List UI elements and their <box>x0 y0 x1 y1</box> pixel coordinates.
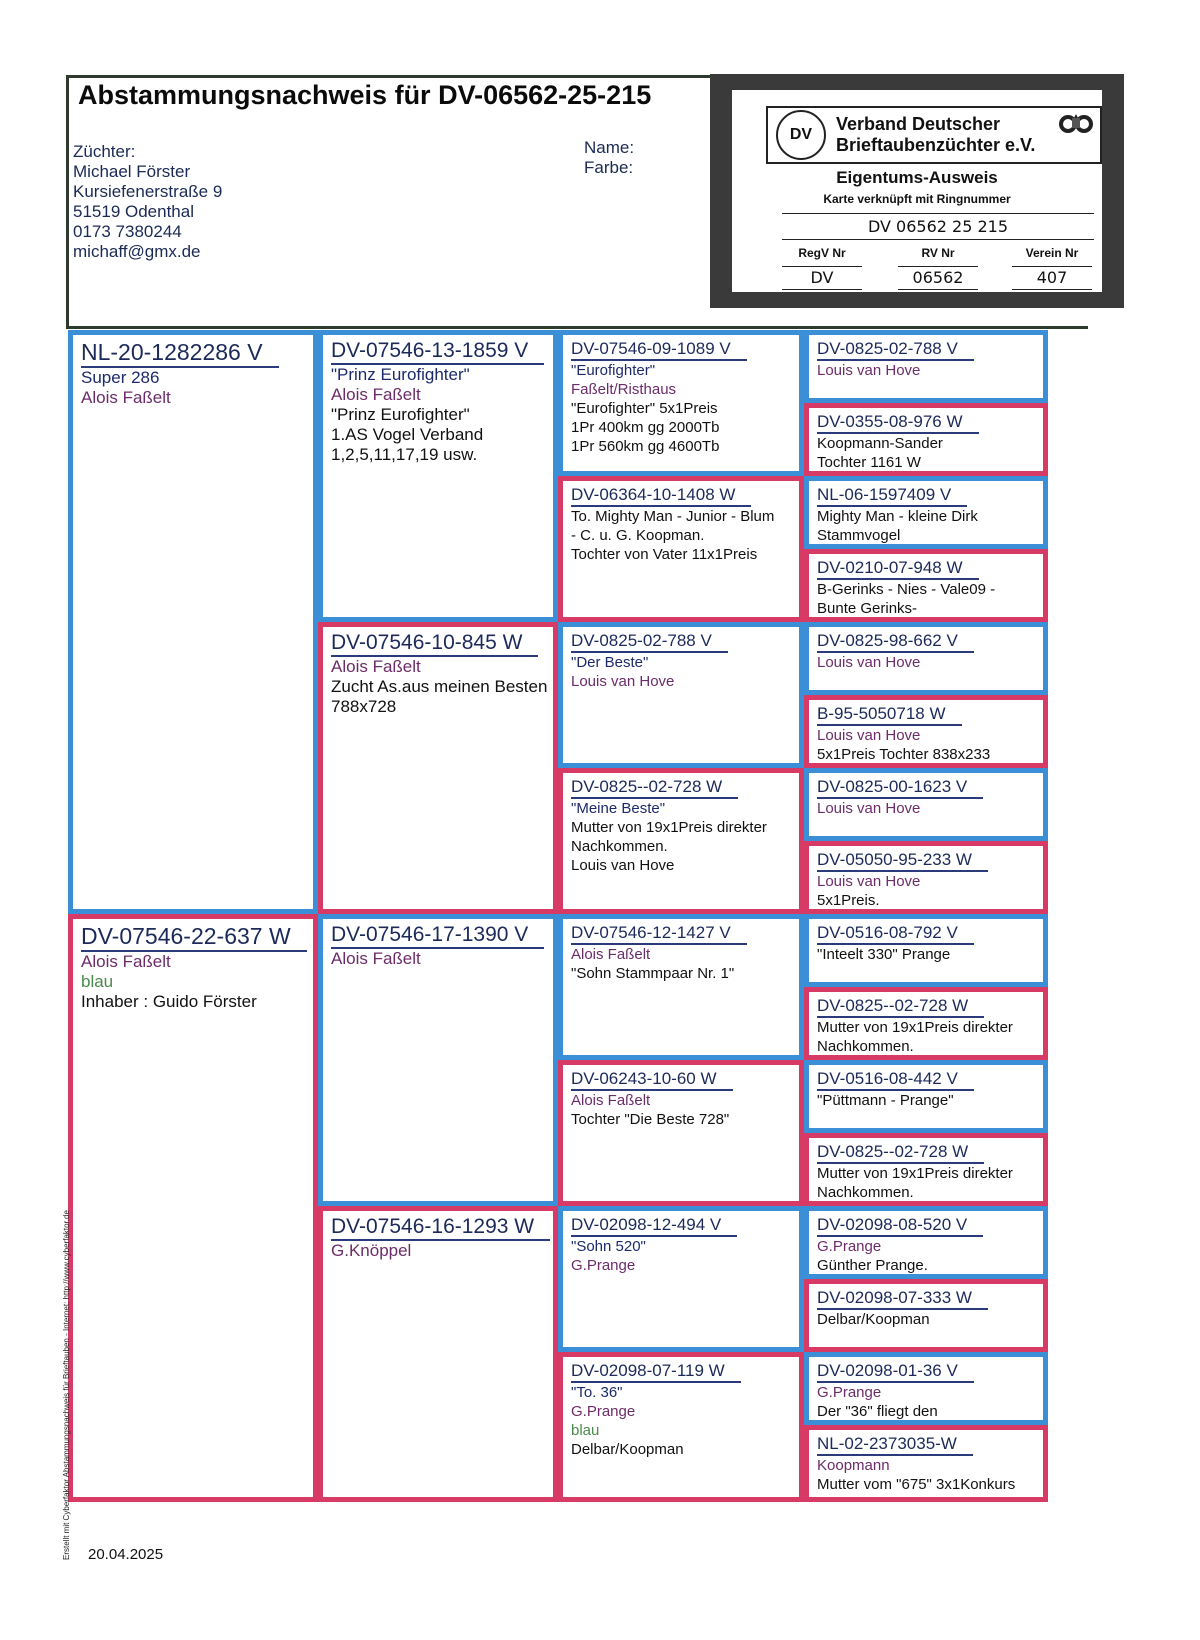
pedigree-box-mm <box>318 1206 558 1502</box>
ring-number: DV-0825--02-728 W <box>571 777 738 799</box>
rv-field <box>898 246 978 290</box>
pedigree-line: "Eurofighter" 5x1Preis <box>571 400 718 417</box>
pedigree-line: Stammvogel <box>817 527 901 544</box>
verein-label: Verein Nr <box>1025 246 1079 260</box>
pedigree-box-g4-10 <box>804 1060 1048 1133</box>
regv-label: RegV Nr <box>798 246 846 260</box>
ring-number: NL-20-1282286 V <box>81 339 279 368</box>
pedigree-line: 1,2,5,11,17,19 usw. <box>331 445 478 464</box>
breeder-info <box>73 142 222 262</box>
ring-number: DV-06243-10-60 W <box>571 1069 733 1091</box>
pedigree-box-g4-14 <box>804 1352 1048 1425</box>
pedigree-line: Alois Faßelt <box>331 657 421 676</box>
ring-number: DV-0825-02-788 V <box>817 339 974 361</box>
ring-number: DV-0210-07-948 W <box>817 558 979 580</box>
pedigree-line: Delbar/Koopman <box>571 1441 684 1458</box>
pedigree-line: Louis van Hove <box>817 362 921 379</box>
pedigree-line: Mutter von 19x1Preis direkter <box>817 1019 1013 1036</box>
ring-number: DV-02098-01-36 V <box>817 1361 974 1383</box>
breeder-phone: 0173 7380244 <box>73 222 182 241</box>
pedigree-line: "Meine Beste" <box>571 800 666 817</box>
pedigree-box-fm <box>318 622 558 914</box>
pedigree-box-mother <box>68 914 318 1502</box>
pedigree-line: Louis van Hove <box>817 873 921 890</box>
pedigree-box-g4-2 <box>804 476 1048 549</box>
breeder-name: Michael Förster <box>73 162 191 181</box>
pedigree-line: G.Prange <box>817 1238 882 1255</box>
ring-number: B-95-5050718 W <box>817 704 962 726</box>
pedigree-line: Faßelt/Risthaus <box>571 381 677 398</box>
pedigree-line: Louis van Hove <box>571 857 675 874</box>
pedigree-line: Mighty Man - kleine Dirk <box>817 508 978 525</box>
pedigree-box-g4-5 <box>804 695 1048 768</box>
breeder-label: Züchter: <box>73 142 136 161</box>
name-color-labels <box>584 138 634 178</box>
pedigree-line: blau <box>81 972 114 991</box>
pedigree-line: Günther Prange. <box>817 1257 928 1274</box>
pedigree-box-ff <box>318 330 558 622</box>
pedigree-line: Alois Faßelt <box>331 385 421 404</box>
credit-text: Erstellt mit Cyberfaktor Abstammungsnachweis für Brieftauben - Internet: http://www.cyberfaktor.de <box>62 1210 71 1560</box>
pedigree-box-mmm <box>558 1352 804 1502</box>
card-title: Eigentums-Ausweis <box>836 168 998 187</box>
pedigree-line: Der "36" fliegt den <box>817 1403 938 1420</box>
pedigree-line: 5x1Preis. <box>817 892 880 909</box>
pedigree-line: Alois Faßelt <box>571 1092 651 1109</box>
pedigree-line: G.Prange <box>571 1403 636 1420</box>
pedigree-box-g4-13 <box>804 1279 1048 1352</box>
pedigree-line: "Prinz Eurofighter" <box>331 405 470 424</box>
ring-number: DV-02098-12-494 V <box>571 1215 737 1237</box>
rv-value: 06562 <box>898 266 978 290</box>
globe-icon <box>1058 112 1094 134</box>
card-ring-number: DV 06562 25 215 <box>782 213 1094 240</box>
name-label: Name: <box>584 138 635 157</box>
breeder-email: michaff@gmx.de <box>73 242 201 261</box>
print-date: 20.04.2025 <box>88 1546 164 1563</box>
pedigree-line: 1Pr 560km gg 4600Tb <box>571 438 720 455</box>
ring-number: DV-0825-00-1623 V <box>817 777 983 799</box>
pedigree-box-mff <box>558 914 804 1060</box>
pedigree-line: Nachkommen. <box>817 1038 914 1055</box>
ring-number: DV-07546-12-1427 V <box>571 923 747 945</box>
pedigree-line: Louis van Hove <box>571 673 675 690</box>
farbe-label: Farbe: <box>584 158 634 177</box>
ring-number: DV-02098-07-119 W <box>571 1361 741 1383</box>
pedigree-box-g4-15 <box>804 1425 1048 1502</box>
pedigree-box-father <box>68 330 318 914</box>
pedigree-line: - C. u. G. Koopman. <box>571 527 705 544</box>
rv-label: RV Nr <box>921 246 955 260</box>
ring-number: DV-07546-13-1859 V <box>331 339 544 365</box>
ring-number: DV-02098-07-333 W <box>817 1288 988 1310</box>
pedigree-line: "Sohn 520" <box>571 1238 646 1255</box>
ring-number: DV-06364-10-1408 W <box>571 485 751 507</box>
org-logo-box <box>766 106 1102 164</box>
pedigree-line: Louis van Hove <box>817 800 921 817</box>
org-name-line2: Brieftaubenzüchter e.V. <box>836 135 1036 155</box>
pedigree-line: "Der Beste" <box>571 654 649 671</box>
ring-number: DV-0825-02-788 V <box>571 631 728 653</box>
pedigree-box-g4-3 <box>804 549 1048 622</box>
verein-field <box>1012 246 1092 290</box>
breeder-street: Kursiefenerstraße 9 <box>73 182 223 201</box>
pedigree-box-g4-6 <box>804 768 1048 841</box>
pedigree-line: Bunte Gerinks- <box>817 600 918 617</box>
pedigree-line: 788x728 <box>331 697 397 716</box>
pedigree-box-mf <box>318 914 558 1206</box>
breeder-city: 51519 Odenthal <box>73 202 194 221</box>
pedigree-line: Alois Faßelt <box>571 946 651 963</box>
pedigree-line: "Inteelt 330" Prange <box>817 946 951 963</box>
pedigree-line: Nachkommen. <box>571 838 668 855</box>
pedigree-line: "To. 36" <box>571 1384 623 1401</box>
ring-number: DV-07546-16-1293 W <box>331 1215 550 1241</box>
pedigree-line: Louis van Hove <box>817 654 921 671</box>
regv-value: DV <box>782 266 862 290</box>
pedigree-line: Mutter von 19x1Preis direkter <box>817 1165 1013 1182</box>
card-subtitle: Karte verknüpft mit Ringnummer <box>823 192 1011 206</box>
pedigree-box-g4-7 <box>804 841 1048 914</box>
pedigree-line: "Eurofighter" <box>571 362 656 379</box>
pedigree-box-g4-9 <box>804 987 1048 1060</box>
pedigree-box-mmf <box>558 1206 804 1352</box>
dv-seal-icon: DV <box>776 110 826 160</box>
pedigree-box-ffm <box>558 476 804 622</box>
ring-number: DV-0825--02-728 W <box>817 1142 984 1164</box>
ring-number: DV-07546-10-845 W <box>331 631 538 657</box>
pedigree-line: G.Prange <box>817 1384 882 1401</box>
ring-number: DV-0516-08-792 V <box>817 923 974 945</box>
pedigree-box-fmm <box>558 768 804 914</box>
ring-number: DV-07546-09-1089 V <box>571 339 747 361</box>
pedigree-line: Louis van Hove <box>817 727 921 744</box>
pedigree-line: Inhaber : Guido Förster <box>81 992 257 1011</box>
pedigree-line: Tochter von Vater 11x1Preis <box>571 546 758 563</box>
ownership-card <box>710 74 1124 308</box>
ring-number: DV-0825--02-728 W <box>817 996 984 1018</box>
pedigree-box-g4-4 <box>804 622 1048 695</box>
pedigree-line: Zucht As.aus meinen Besten <box>331 677 548 696</box>
pedigree-line: Alois Faßelt <box>81 388 171 407</box>
pedigree-line: "Prinz Eurofighter" <box>331 365 470 384</box>
pedigree-line: Koopmann-Sander <box>817 435 943 452</box>
pedigree-box-fff <box>558 330 804 476</box>
pedigree-line: "Sohn Stammpaar Nr. 1" <box>571 965 735 982</box>
pedigree-line: Super 286 <box>81 368 160 387</box>
pedigree-line: Tochter "Die Beste 728" <box>571 1111 730 1128</box>
org-name <box>836 114 1035 156</box>
pedigree-line: 1Pr 400km gg 2000Tb <box>571 419 720 436</box>
ring-number: NL-06-1597409 V <box>817 485 967 507</box>
ring-number: DV-0355-08-976 W <box>817 412 979 434</box>
org-name-line1: Verband Deutscher <box>836 114 1001 134</box>
pedigree-line: G.Knöppel <box>331 1241 412 1260</box>
regv-field <box>782 246 862 290</box>
pedigree-box-g4-8 <box>804 914 1048 987</box>
pedigree-line: 1.AS Vogel Verband <box>331 425 484 444</box>
pedigree-line: 5x1Preis Tochter 838x233 <box>817 746 991 763</box>
pedigree-line: To. Mighty Man - Junior - Blum <box>571 508 775 525</box>
ring-number: DV-07546-22-637 W <box>81 923 307 952</box>
pedigree-line: Nachkommen. <box>817 1184 914 1201</box>
ring-number: DV-02098-08-520 V <box>817 1215 983 1237</box>
pedigree-box-g4-11 <box>804 1133 1048 1206</box>
pedigree-line: "Püttmann - Prange" <box>817 1092 954 1109</box>
ring-number: DV-07546-17-1390 V <box>331 923 544 949</box>
pedigree-line: Tochter 1161 W <box>817 454 921 471</box>
pedigree-line: Delbar/Koopman <box>817 1311 930 1328</box>
pedigree-box-fmf <box>558 622 804 768</box>
page-title: Abstammungsnachweis für DV-06562-25-215 <box>78 80 652 110</box>
ring-number: DV-05050-95-233 W <box>817 850 988 872</box>
pedigree-box-g4-12 <box>804 1206 1048 1279</box>
pedigree-line: Alois Faßelt <box>81 952 171 971</box>
pedigree-line: G.Prange <box>571 1257 636 1274</box>
pedigree-line: Koopmann <box>817 1457 890 1474</box>
pedigree-line: B-Gerinks - Nies - Vale09 - <box>817 581 996 598</box>
pedigree-box-mfm <box>558 1060 804 1206</box>
pedigree-line: Alois Faßelt <box>331 949 421 968</box>
pedigree-box-g4-0 <box>804 330 1048 403</box>
ring-number: DV-0516-08-442 V <box>817 1069 974 1091</box>
ring-number: NL-02-2373035-W <box>817 1434 973 1456</box>
pedigree-box-g4-1 <box>804 403 1048 476</box>
pedigree-line: Mutter vom "675" 3x1Konkurs <box>817 1476 1016 1493</box>
pedigree-line: Mutter von 19x1Preis direkter <box>571 819 767 836</box>
ring-number: DV-0825-98-662 V <box>817 631 974 653</box>
pedigree-line: blau <box>571 1422 600 1439</box>
verein-value: 407 <box>1012 266 1092 290</box>
